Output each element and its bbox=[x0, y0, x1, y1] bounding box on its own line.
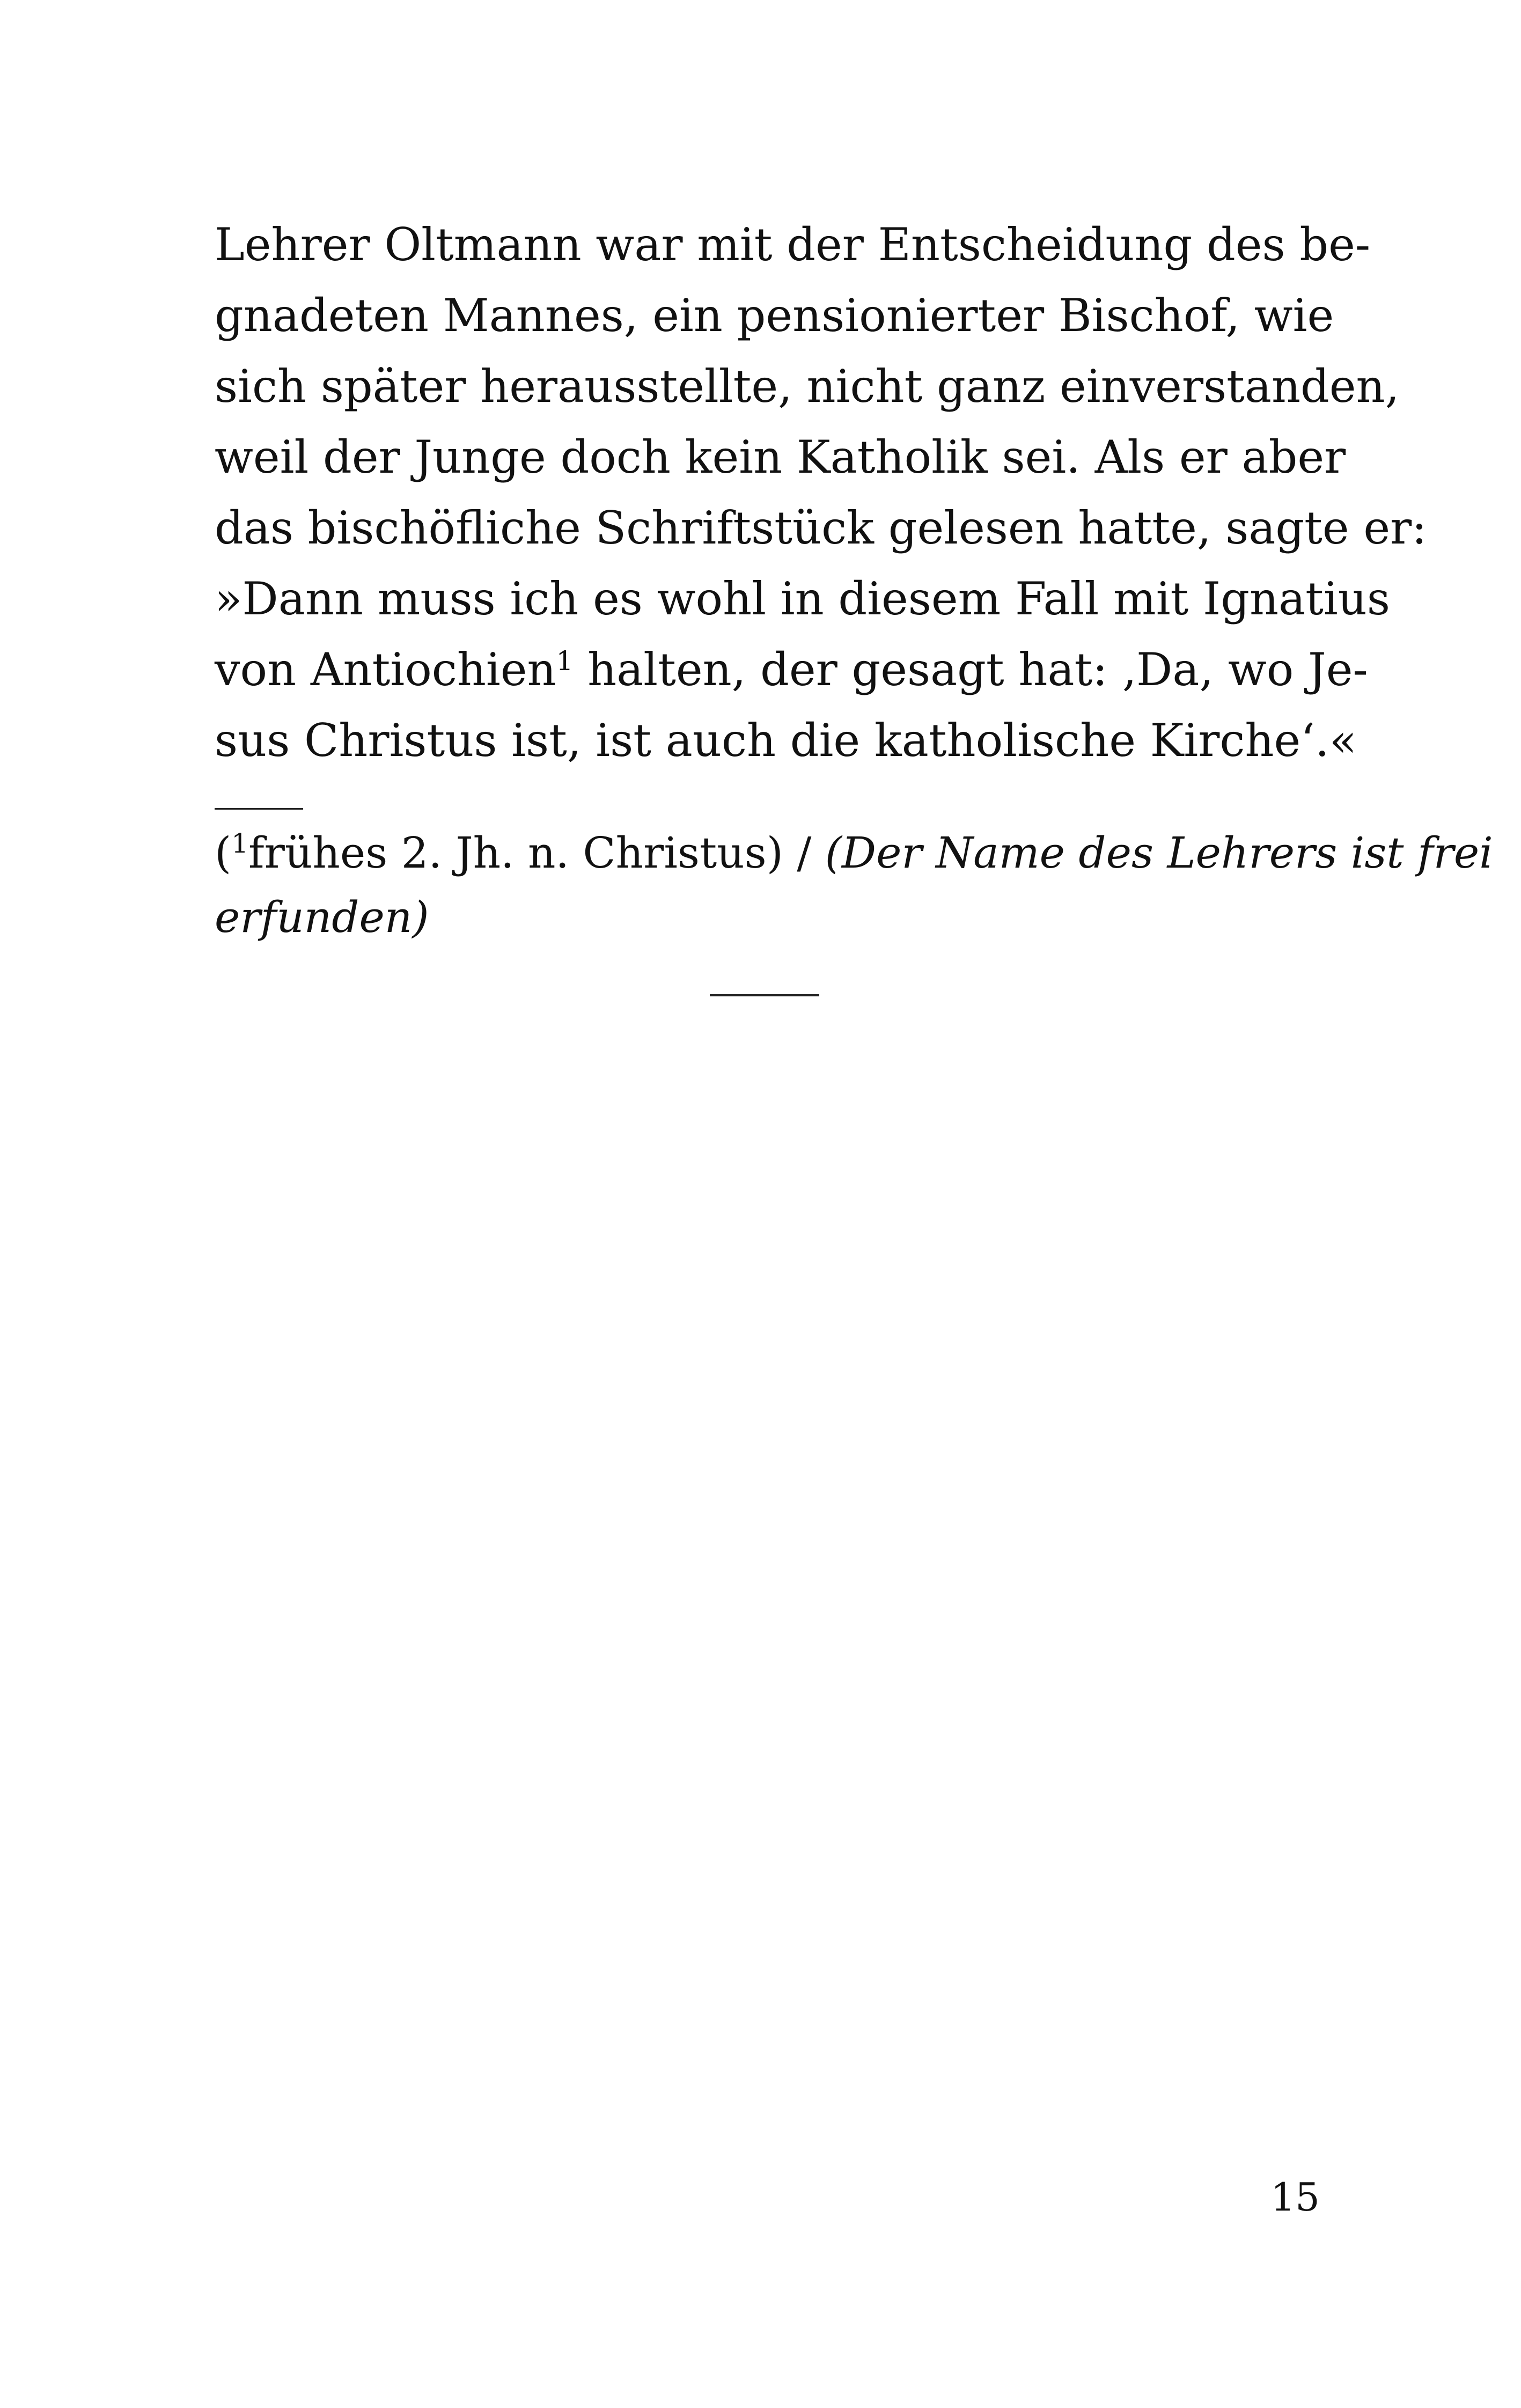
footnote-line: erfunden) bbox=[215, 892, 429, 942]
paragraph-line: Lehrer Oltmann war mit der Entscheidung des be- bbox=[215, 218, 1371, 271]
paragraph-text: von Antiochien bbox=[215, 643, 556, 696]
section-end-rule bbox=[710, 994, 819, 996]
page-number: 15 bbox=[1270, 2175, 1320, 2220]
footnote bbox=[215, 821, 1493, 950]
paragraph-line: sus Christus ist, ist auch die katholische Kirche‘.« bbox=[215, 714, 1357, 767]
paragraph-line: das bischöfliche Schriftstück gelesen hatte, sagte er: bbox=[215, 502, 1427, 554]
paragraph-line: gnadeten Mannes, ein pensionierter Bischof, wie bbox=[215, 289, 1334, 342]
paragraph-line: »Dann muss ich es wohl in diesem Fall mit Ignatius bbox=[215, 572, 1390, 625]
paragraph-line: weil der Junge doch kein Katholik sei. Als er aber bbox=[215, 431, 1346, 483]
footnote-line bbox=[215, 821, 1493, 885]
paragraph-line-with-footnote-ref bbox=[215, 634, 1368, 705]
footnote-separator-rule bbox=[215, 808, 303, 810]
main-paragraph bbox=[215, 209, 1427, 776]
footnote-open-paren: ( bbox=[215, 828, 232, 878]
paragraph-text: halten, der gesagt hat: ‚Da, wo Je- bbox=[573, 643, 1368, 696]
footnote-text: frühes 2. Jh. n. Christus) / bbox=[248, 828, 825, 878]
footnote-marker: 1 bbox=[231, 828, 249, 859]
footnote-reference: 1 bbox=[556, 645, 574, 677]
footnote-italic-note: (Der Name des Lehrers ist frei bbox=[825, 828, 1493, 878]
paragraph-line: sich später herausstellte, nicht ganz einverstanden, bbox=[215, 360, 1400, 413]
